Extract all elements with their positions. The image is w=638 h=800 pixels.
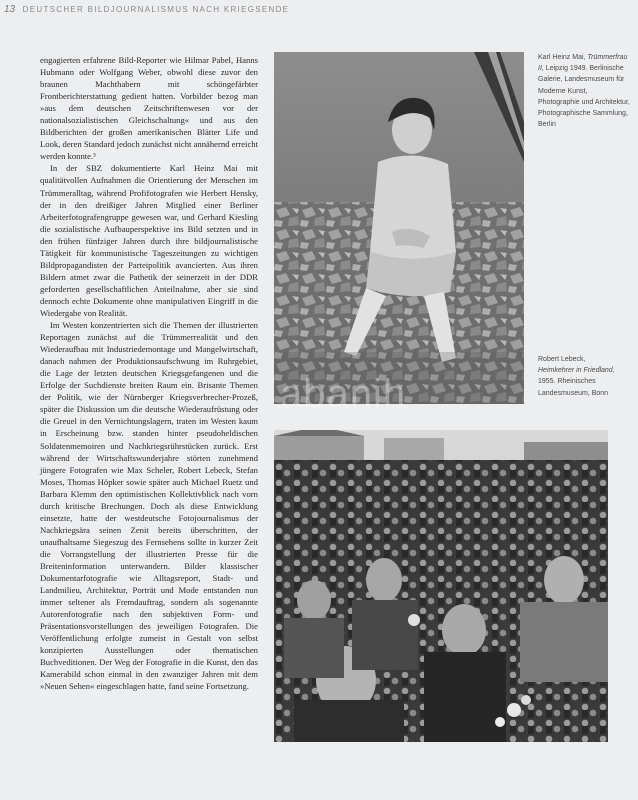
paragraph-3: Im Westen konzentrierten sich die Themen der illustrierten Reportagen zunächst auf die Trümmerrealität und den Wiederaufbau mit Industriedemontage und Mangelwirtschaft, danach nahmen der Produktionsaufschwung im Ruhrgebiet, die Lage der letzten deutschen Kriegsgefangenen und die Erfolge der Suchdienste breiten Raum ein. Brisante Themen der Politik, wie der Nürnberger Kriegsverbrecher-Prozeß, später die Diskussion um die deutsche Wiederaufrüstung oder die Greuel in den Vernichtungslagern, traten im Westen kaum in Erscheinung bzw. standen hinter pseudoheldischen Soldatenmemoiren und Nachkriegsrührstücken zurück. Erst während der Wirtschaftswunderjahre störten zunehmend jüngere Fotografen wie Max Scheler, Robert Lebeck, Stefan Moses, Thomas Höpker sowie später auch Michael Ruetz und Barbara Klemm den optimistischen Kollektivblick nach vorn durch kritische Brechungen. Doch als diese Entwicklung einsetzte, hatte der westdeutsche Fotojournalismus der Nachkriegsära seinen Zenit bereits überschritten, der unaufhaltsame Siegeszug des Fernsehens sollte in kurzer Zeit die Vorrangstellung der illustrierten Presse für die Breiteninformation unterwandern. Bilder klassischer Dokumentarfotografie wie Alltagsreport, Stadt- und Landmilieu, Architektur, Porträt und Mode entstanden nun immer seltener als Fremdauftrag, sondern als sogenannte Autorenfotografie nach den subjektiven Form- und Präsentationsvorstellungen des jeweiligen Fotografen. Die Veröffentlichung erfolgte zumeist in Gestalt von selbst konzipierten Ausstellungen oder thematischen Buchveditionen. Der Weg der Fotografie in die Kunst, den das Kamerabild schon einmal in den zwanziger Jahren mit dem »Neuen Sehen« eingeschlagen hatte, fand seine Fortsetzung. xyxy=(40,320,258,692)
caption-1-author: Karl Heinz Mai, xyxy=(538,54,586,61)
body-text xyxy=(40,54,258,692)
paragraph-1: engagierten erfahrene Bild-Reporter wie Hilmar Pabel, Hanns Hubmann oder Wolfgang Weber, obwohl diese zuvor den braunen Machthabern mit schöngefärbter Frontberichterstattung gedient hatten. Vorbilder bezog man »aus dem deutschen Zeitschriftenwesen vor der nationalsozialistischen Gleichschaltung« und aus den Bildberichten der großen amerikanischen Blätter Life und Look, deren Standard jedoch zunächst nicht annähernd erreicht werden konnte.³ xyxy=(40,55,258,162)
running-head xyxy=(4,4,289,15)
caption-1-details: Leipzig 1949. Berlinische Galerie, Landesmuseum für Moderne Kunst, Photographie und Architektur, Photographische Sammlung, Berlin xyxy=(538,65,630,129)
watermark: abanih xyxy=(280,372,407,416)
page-number: 13 xyxy=(4,4,16,15)
photo-heimkehrer xyxy=(274,430,608,742)
caption-1-title: Trümmerfrau II, xyxy=(538,54,628,73)
caption-2-title: Heimkehrer in Friedland, xyxy=(538,367,615,375)
running-title: DEUTSCHER BILDJOURNALISMUS NACH KRIEGSENDE xyxy=(22,5,290,14)
caption-photo-1 xyxy=(538,52,630,130)
photo-trummerfrau xyxy=(274,52,524,404)
caption-2-author: Robert Lebeck, xyxy=(538,356,586,363)
paragraph-2: In der SBZ dokumentierte Karl Heinz Mai mit qualitätvollen Aufnahmen die Orientierung der Menschen im Trümmeralltag, während Profifotografen wie Herbert Hensky, der in den dreißiger Jahren Mitglied einer Berliner Arbeiterfotografengruppe gewesen war, und Gerhard Kiesling die sozialistische Aufbauperspektive ins Bild setzten und in den frühen fünfziger Jahren durch ihre bildjournalistische Tätigkeit für kommunistische Tageszeitungen zu wichtigen Bildpropagandisten der Parteipolitik avancierten. Aus ihren Bildern atmet zwar die Pathetik der seinerzeit in der DDR geforderten gesellschaftlichen Anteilnahme, aber sie sind dennoch echte Dokumente ohne manipulativen Eingriff in die Wiedergabe von Realität. xyxy=(40,163,258,318)
caption-photo-2 xyxy=(538,354,634,399)
caption-2-details: 1955. Rheinisches Landesmuseum, Bonn xyxy=(538,378,609,397)
